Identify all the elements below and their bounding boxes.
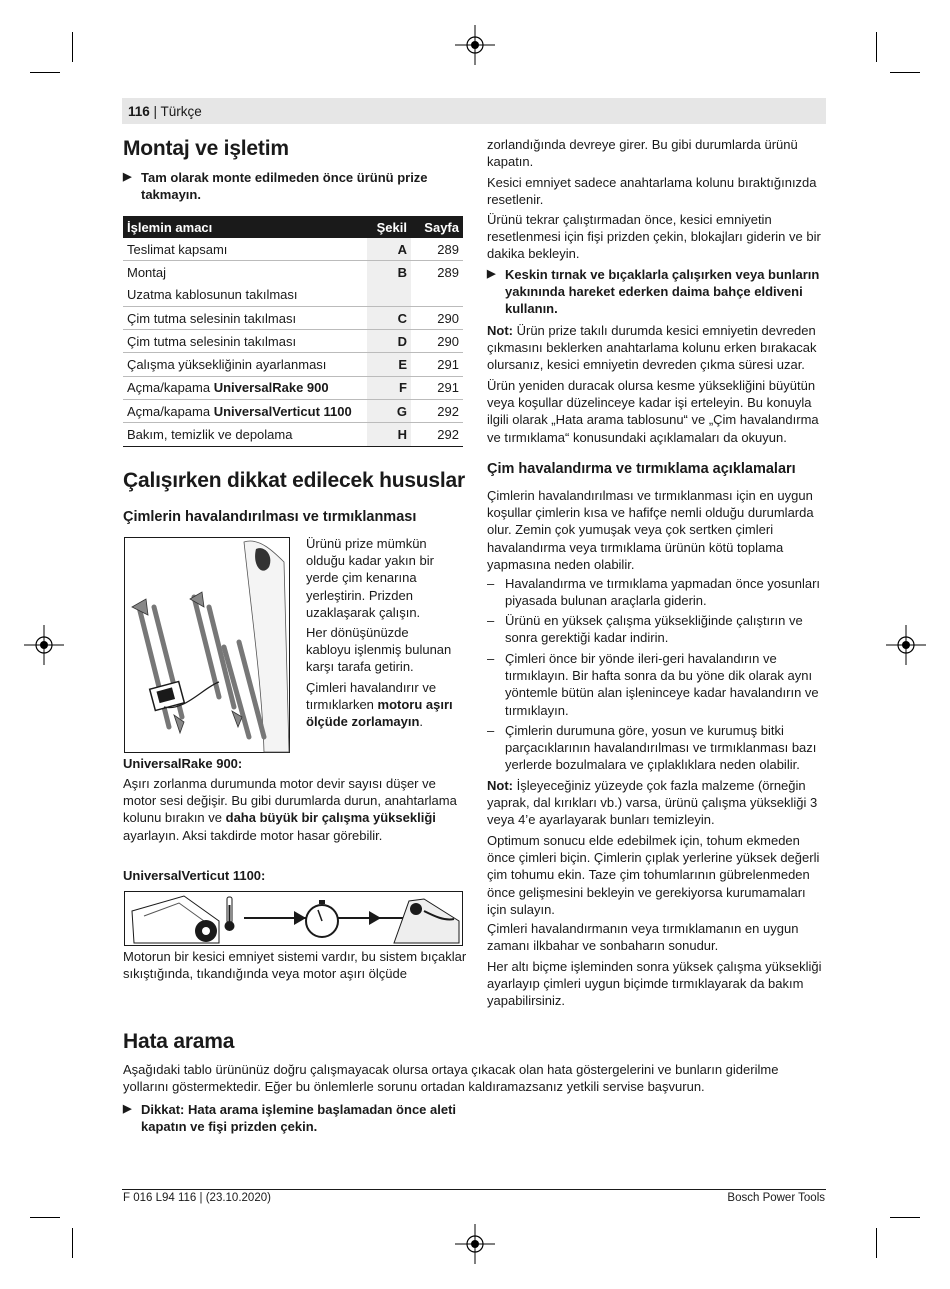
crop-mark	[876, 1228, 877, 1258]
figure-caption-3-suffix: .	[419, 714, 424, 730]
table-row	[123, 353, 463, 376]
right-paragraph-1: zorlandığında devreye girer. Bu gibi durumlarda ürünü kapatın.	[487, 137, 798, 170]
table-header-page: Sayfa	[411, 216, 463, 238]
crop-mark	[876, 32, 877, 62]
table-row	[123, 306, 463, 329]
right-paragraph-2: Kesici emniyet sadece anahtarlama kolunu bıraktığınızda resetlenir.	[487, 175, 817, 208]
purpose-prefix: Açma/kapama	[127, 380, 214, 396]
table-cell-figure: C	[367, 306, 411, 329]
troubleshooting-warning-text: Dikkat: Hata arama işlemine başlamadan önce aleti kapatın ve fişi prizden çekin.	[141, 1102, 457, 1135]
header-bar	[122, 98, 826, 124]
table-cell-figure: D	[367, 330, 411, 353]
product-name: UniversalVerticut 1100	[213, 403, 352, 419]
list-item-text: Ürünü en yüksek çalışma yüksekliğinde çalıştırın ve sonra gerektiği kadar indirin.	[505, 613, 803, 646]
product-name: UniversalRake 900	[213, 380, 329, 396]
table-row	[123, 261, 463, 284]
note-1	[487, 322, 823, 374]
troubleshooting-warning-bullet	[123, 1101, 461, 1135]
page-number: 116	[128, 104, 150, 119]
warning-triangle-icon: ▶	[487, 268, 496, 280]
right-paragraph-4: Ürün yeniden duracak olursa kesme yüksekliğini büyütün veya koşullar düzelinceye kadar işi erteleyin. Bu konuyla ilgili olarak „Hata arama tablosunu“ ve „Çim havalandırma ve tırmıklama“ konusundaki açıklamaları da okuyun.	[487, 378, 819, 445]
table-row	[123, 238, 463, 261]
section-title-assembly: Montaj ve işletim	[123, 137, 289, 160]
table-cell-figure	[367, 284, 411, 307]
page-header	[128, 103, 202, 120]
note-1-text: Ürün prize takılı durumda kesici emniyetin devreden çıkmasını beklerken anahtarlama kolunu erken bırakacak olursanız, kesici emniyetin devreden çıkma süresi uzar.	[487, 323, 817, 373]
verticut-title: UniversalVerticut 1100:	[123, 868, 266, 883]
lawn-working-pattern-illustration	[124, 537, 290, 753]
warning-triangle-icon: ▶	[123, 1103, 132, 1115]
verticut-text: Motorun bir kesici emniyet sistemi vardır, bu sistem bıçaklar sıkıştığında, tıkandığında veya motor aşırı ölçüde	[123, 949, 467, 982]
footer-separator: |	[196, 1192, 206, 1204]
crop-mark	[72, 32, 73, 62]
table-cell-figure: H	[367, 423, 411, 446]
section-title-operating-notes: Çalışırken dikkat edilecek hususlar	[123, 469, 466, 492]
registration-mark-icon	[24, 625, 64, 665]
list-item	[487, 612, 823, 646]
figure-caption-3-prefix: Çimleri havalandırır ve tırmıklarken	[306, 680, 437, 713]
warning-bullet	[123, 169, 461, 203]
table-header-row	[123, 216, 463, 238]
list-item-text: Çimlerin durumuna göre, yosun ve kurumuş bitki parçacıklarının havalandırılması ve tırmıklanması bazı yerlerde bozulmalara ve çıplaklıklara neden olabilir.	[505, 723, 817, 773]
dash-marker: –	[487, 651, 495, 666]
table-cell-page: 290	[411, 306, 463, 329]
registration-mark-icon	[455, 25, 495, 65]
dash-marker: –	[487, 613, 495, 628]
crop-mark	[72, 1228, 73, 1258]
dash-marker: –	[487, 723, 495, 738]
note-2-text: İşleyeceğiniz yüzeyde çok fazla malzeme (örneğin yaprak, dal kırıkları vb.) varsa, ürünü çalışma yüksekliği 3 veya 4’e ayarlayarak bunları temizleyin.	[487, 778, 818, 828]
header-language: Türkçe	[160, 104, 202, 119]
table-row	[123, 376, 463, 399]
rake-text	[123, 775, 463, 844]
table-row	[123, 423, 463, 446]
table-cell-purpose: Uzatma kablosunun takılması	[123, 284, 367, 307]
section-title-troubleshooting: Hata arama	[123, 1030, 235, 1053]
table-cell-figure: F	[367, 376, 411, 399]
rake-text-prefix: Aşırı zorlanma durumunda motor devir sayısı düşer ve motor sesi değişir. Bu gibi durumlarda durun, anahtarlama kolunu bırakın ve	[123, 776, 457, 826]
table-row	[123, 284, 463, 307]
rake-text-suffix: ayarlayın. Aksi takdirde motor hasar görebilir.	[123, 827, 383, 843]
footer-brand: Bosch Power Tools	[727, 1192, 825, 1204]
right-paragraph-3: Ürünü tekrar çalıştırmadan önce, kesici emniyetin resetlenmesi için fişi prizden çekin, blokajları giderin ve bir dakika bekleyin.	[487, 212, 821, 262]
table-row	[123, 330, 463, 353]
right-paragraph-8: Her altı biçme işleminden sonra yüksek çalışma yüksekliği ayarlayıp çimleri uygun biçimde tırmıklayarak da bakım yapabilirsiniz.	[487, 959, 822, 1009]
figure-caption-1: Ürünü prize mümkün olduğu kadar yakın bir yerde çim kenarına yerleştirin. Prizden uzaklaşarak çalışın.	[306, 536, 434, 620]
footer-left	[123, 1192, 271, 1204]
note-2-label: Not:	[487, 778, 513, 793]
table-cell-figure: A	[367, 238, 411, 261]
crop-mark	[890, 1217, 920, 1218]
registration-mark-icon	[455, 1224, 495, 1264]
troubleshooting-intro: Aşağıdaki tablo ürününüz doğru çalışmayacak olursa ortaya çıkacak olan hata göstergelerini ve bunların giderilme yollarını göstermektedir. Eğer bu önlemlerle sorunu ortadan kaldıramazsanız yetkili servise başvurun.	[123, 1062, 779, 1095]
subsection-title-explanations: Çim havalandırma ve tırmıklama açıklamaları	[487, 461, 796, 477]
crop-mark	[30, 1217, 60, 1218]
table-cell-purpose	[123, 400, 367, 423]
table-cell-purpose: Montaj	[127, 264, 167, 280]
right-paragraph-6: Optimum sonucu elde edebilmek için, tohum ekmeden önce çimleri biçin. Çimlerin çıplak yerlerine yüksek değerli çim tohumu ekin. Taze çim tohumlarının gübrelenmeden önce gelişmesini bekleyin ve gerekiyorsa kurumamaları için sulayın.	[487, 833, 820, 917]
crop-mark	[890, 72, 920, 73]
crop-mark	[30, 72, 60, 73]
registration-mark-icon	[886, 625, 926, 665]
operations-table	[123, 216, 463, 447]
right-paragraph-5: Çimlerin havalandırılması ve tırmıklanması için en uygun koşullar çimlerin kısa ve hafifçe nemli olduğu durumlarda olur. Zemin çok yumuşak veya çok sertken çimleri havalandırma veya tırmıklama ürünün kötü toplama yapmasına neden olabilir.	[487, 488, 814, 572]
table-cell-figure: E	[367, 353, 411, 376]
table-cell-page: 292	[411, 400, 463, 423]
rake-text-bold: daha büyük bir çalışma yüksekliği	[225, 810, 436, 826]
list-item	[487, 575, 823, 609]
footer-date: (23.10.2020)	[205, 1192, 271, 1204]
table-cell-figure: B	[367, 261, 411, 284]
table-cell-purpose: Çalışma yüksekliğinin ayarlanması	[123, 353, 367, 376]
table-cell-figure: G	[367, 400, 411, 423]
table-cell-page: 292	[411, 423, 463, 446]
table-cell-page	[411, 284, 463, 307]
table-cell-page: 290	[411, 330, 463, 353]
table-header-figure: Şekil	[367, 216, 411, 238]
right-paragraph-7: Çimleri havalandırmanın veya tırmıklamanın en uygun zamanı ilkbahar ve sonbaharın sonudur.	[487, 921, 799, 954]
header-separator: |	[149, 104, 161, 119]
table-cell-purpose	[123, 376, 367, 399]
list-item-text: Havalandırma ve tırmıklama yapmadan önce yosunları piyasada bulunan araçlarla giderin.	[505, 576, 821, 609]
list-item-text: Çimleri önce bir yönde ileri-geri havalandırın ve tırmıklayın. Bir hafta sonra da bu yöne dik olarak aynı yöntemle bütün alan işleninceye kadar havalandırın ve tırmıklayın.	[505, 651, 819, 718]
list-item	[487, 722, 823, 774]
table-cell-purpose: Bakım, temizlik ve depolama	[123, 423, 367, 446]
figure-caption-2: Her dönüşünüzde kabloyu işlenmiş bulunan karşı tarafa getirin.	[306, 625, 452, 675]
note-1-label: Not:	[487, 323, 513, 338]
dash-marker: –	[487, 576, 495, 591]
table-row	[123, 400, 463, 423]
table-cell-purpose: Teslimat kapsamı	[123, 238, 367, 261]
table-cell-purpose: Çim tutma selesinin takılması	[123, 330, 367, 353]
figure-caption-3-bold: motoru aşırı ölçüde zorlamayın	[306, 697, 453, 730]
gloves-warning-text: Keskin tırnak ve bıçaklarla çalışırken veya bunların yakınında hareket ederken daima bahçe eldiveni kullanın.	[505, 267, 820, 317]
table-cell-page: 291	[411, 353, 463, 376]
rake-title: UniversalRake 900:	[123, 756, 243, 771]
gloves-warning-bullet	[487, 266, 823, 318]
purpose-prefix: Açma/kapama	[127, 403, 214, 419]
list-item	[487, 650, 823, 719]
table-header-purpose: İşlemin amacı	[123, 216, 367, 238]
figure-caption-3	[306, 679, 456, 731]
footer-code: F 016 L94 116	[123, 1192, 197, 1204]
footer-rule	[122, 1189, 826, 1190]
overload-protection-illustration	[124, 891, 463, 946]
note-2	[487, 777, 823, 829]
table-cell-page: 289	[437, 264, 459, 280]
table-cell-page: 291	[411, 376, 463, 399]
warning-text: Tam olarak monte edilmeden önce ürünü prize takmayın.	[141, 170, 428, 203]
subsection-title-aeration: Çimlerin havalandırılması ve tırmıklanması	[123, 509, 417, 525]
table-cell-page: 289	[411, 238, 463, 261]
table-cell-purpose: Çim tutma selesinin takılması	[123, 306, 367, 329]
warning-triangle-icon: ▶	[123, 171, 132, 183]
